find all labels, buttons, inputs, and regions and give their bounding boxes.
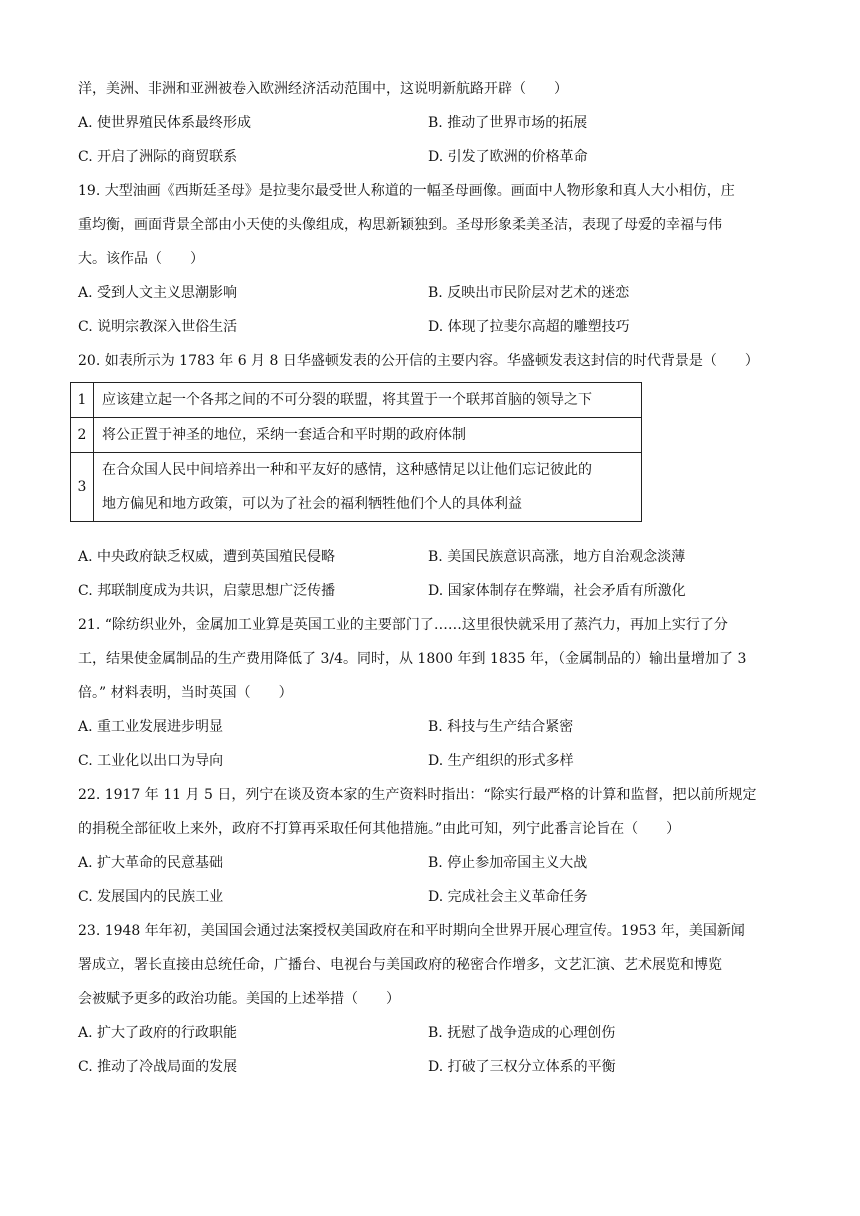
row-text-line: 地方偏见和地方政策，可以为了社会的福利牺牲他们个人的具体利益 — [102, 496, 522, 512]
question-23-stem-line: 会被赋予更多的政治功能。美国的上述举措（ ） — [78, 991, 400, 1007]
spacer — [78, 522, 788, 540]
question-19-stem-line: 19. 大型油画《西斯廷圣母》是拉斐尔最受世人称道的一幅圣母画像。画面中人物形象和真人大小相仿，庄 — [78, 183, 735, 199]
question-22-stem-line: 22. 1917 年 11 月 5 日，列宁在谈及资本家的生产资料时指出：“除实行最严格的计算和监督，把以前所规定 — [78, 787, 757, 803]
row-number: 2 — [71, 418, 94, 453]
option-b[interactable]: B. 推动了世界市场的拓展 — [428, 115, 588, 131]
question-23-stem-line: 23. 1948 年年初，美国国会通过法案授权美国政府在和平时期向全世界开展心理宣传。1953 年，美国新闻 — [78, 923, 745, 939]
option-a[interactable]: A. 扩大革命的民意基础 — [78, 855, 224, 871]
row-text — [94, 453, 642, 522]
row-number: 1 — [71, 383, 94, 418]
option-d[interactable]: D. 引发了欧洲的价格革命 — [428, 149, 588, 165]
question-21 — [78, 608, 788, 778]
option-b[interactable]: B. 科技与生产结合紧密 — [428, 719, 574, 735]
table-row — [71, 418, 642, 453]
question-23-options-row-2 — [78, 1050, 788, 1084]
question-22-stem-line: 的捐税全部征收上来外，政府不打算再采取任何其他措施。”由此可知，列宁此番言论旨在（ ） — [78, 821, 681, 837]
option-d[interactable]: D. 体现了拉斐尔高超的雕塑技巧 — [428, 319, 630, 335]
question-19-options-row-1 — [78, 276, 788, 310]
option-c[interactable]: C. 邦联制度成为共识，启蒙思想广泛传播 — [78, 583, 336, 599]
question-22-options-row-2 — [78, 880, 788, 914]
page-content — [78, 72, 788, 1084]
row-text-line: 应该建立起一个各邦之间的不可分裂的联盟，将其置于一个联邦首脑的领导之下 — [102, 392, 592, 408]
option-d[interactable]: D. 打破了三权分立体系的平衡 — [428, 1059, 616, 1075]
question-19 — [78, 174, 788, 344]
table-row — [71, 383, 642, 418]
option-d[interactable]: D. 完成社会主义革命任务 — [428, 889, 588, 905]
option-b[interactable]: B. 反映出市民阶层对艺术的迷恋 — [428, 285, 630, 301]
option-c[interactable]: C. 说明宗教深入世俗生活 — [78, 319, 238, 335]
row-text-line: 将公正置于神圣的地位，采纳一套适合和平时期的政府体制 — [102, 427, 466, 443]
question-19-stem-line: 大。该作品（ ） — [78, 251, 204, 267]
question-20-stem-line: 20. 如表所示为 1783 年 6 月 8 日华盛顿发表的公开信的主要内容。华盛顿发表这封信的时代背景是（ ） — [78, 353, 759, 369]
option-d[interactable]: D. 国家体制存在弊端，社会矛盾有所激化 — [428, 583, 686, 599]
question-23 — [78, 914, 788, 1084]
option-a[interactable]: A. 重工业发展进步明显 — [78, 719, 224, 735]
question-23-options-row-1 — [78, 1016, 788, 1050]
question-22-options-row-1 — [78, 846, 788, 880]
question-22 — [78, 778, 788, 914]
question-21-options-row-2 — [78, 744, 788, 778]
option-b[interactable]: B. 美国民族意识高涨，地方自治观念淡薄 — [428, 549, 686, 565]
row-number: 3 — [71, 453, 94, 522]
question-18-options-row-1 — [78, 106, 788, 140]
question-18-stem: 洋，美洲、非洲和亚洲被卷入欧洲经济活动范围中，这说明新航路开辟（ ） — [78, 81, 568, 97]
question-20-options-row-1 — [78, 540, 788, 574]
question-21-stem-line: 21. “除纺织业外，金属加工业算是英国工业的主要部门了……这里很快就采用了蒸汽力，再加上实行了分 — [78, 617, 728, 633]
option-c[interactable]: C. 工业化以出口为导向 — [78, 753, 224, 769]
option-a[interactable]: A. 中央政府缺乏权威，遭到英国殖民侵略 — [78, 549, 336, 565]
question-21-stem-line: 倍。” 材料表明，当时英国（ ） — [78, 685, 293, 701]
question-20-options-row-2 — [78, 574, 788, 608]
option-c[interactable]: C. 推动了冷战局面的发展 — [78, 1059, 238, 1075]
row-text-line: 在合众国人民中间培养出一种和平友好的感情，这种感情足以让他们忘记彼此的 — [102, 462, 592, 478]
option-b[interactable]: B. 抚慰了战争造成的心理创伤 — [428, 1025, 616, 1041]
option-a[interactable]: A. 使世界殖民体系最终形成 — [78, 115, 252, 131]
question-21-stem-line: 工，结果使金属制品的生产费用降低了 3/4。同时，从 1800 年到 1835 年，（金属制品的）输出量增加了 3 — [78, 651, 747, 667]
question-18-options-row-2 — [78, 140, 788, 174]
option-b[interactable]: B. 停止参加帝国主义大战 — [428, 855, 588, 871]
row-text — [94, 383, 642, 418]
question-20 — [78, 344, 788, 608]
question-19-stem-line: 重均衡，画面背景全部由小天使的头像组成，构思新颖独到。圣母形象柔美圣洁，表现了母爱的幸福与伟 — [78, 217, 722, 233]
question-19-options-row-2 — [78, 310, 788, 344]
option-c[interactable]: C. 发展国内的民族工业 — [78, 889, 224, 905]
table-row — [71, 453, 642, 522]
question-21-options-row-1 — [78, 710, 788, 744]
option-d[interactable]: D. 生产组织的形式多样 — [428, 753, 574, 769]
question-18 — [78, 72, 788, 174]
row-text — [94, 418, 642, 453]
option-c[interactable]: C. 开启了洲际的商贸联系 — [78, 149, 238, 165]
option-a[interactable]: A. 受到人文主义思潮影响 — [78, 285, 238, 301]
option-a[interactable]: A. 扩大了政府的行政职能 — [78, 1025, 238, 1041]
question-23-stem-line: 署成立，署长直接由总统任命，广播台、电视台与美国政府的秘密合作增多，文艺汇演、艺术展览和博览 — [78, 957, 722, 973]
washington-letter-table — [70, 382, 642, 522]
